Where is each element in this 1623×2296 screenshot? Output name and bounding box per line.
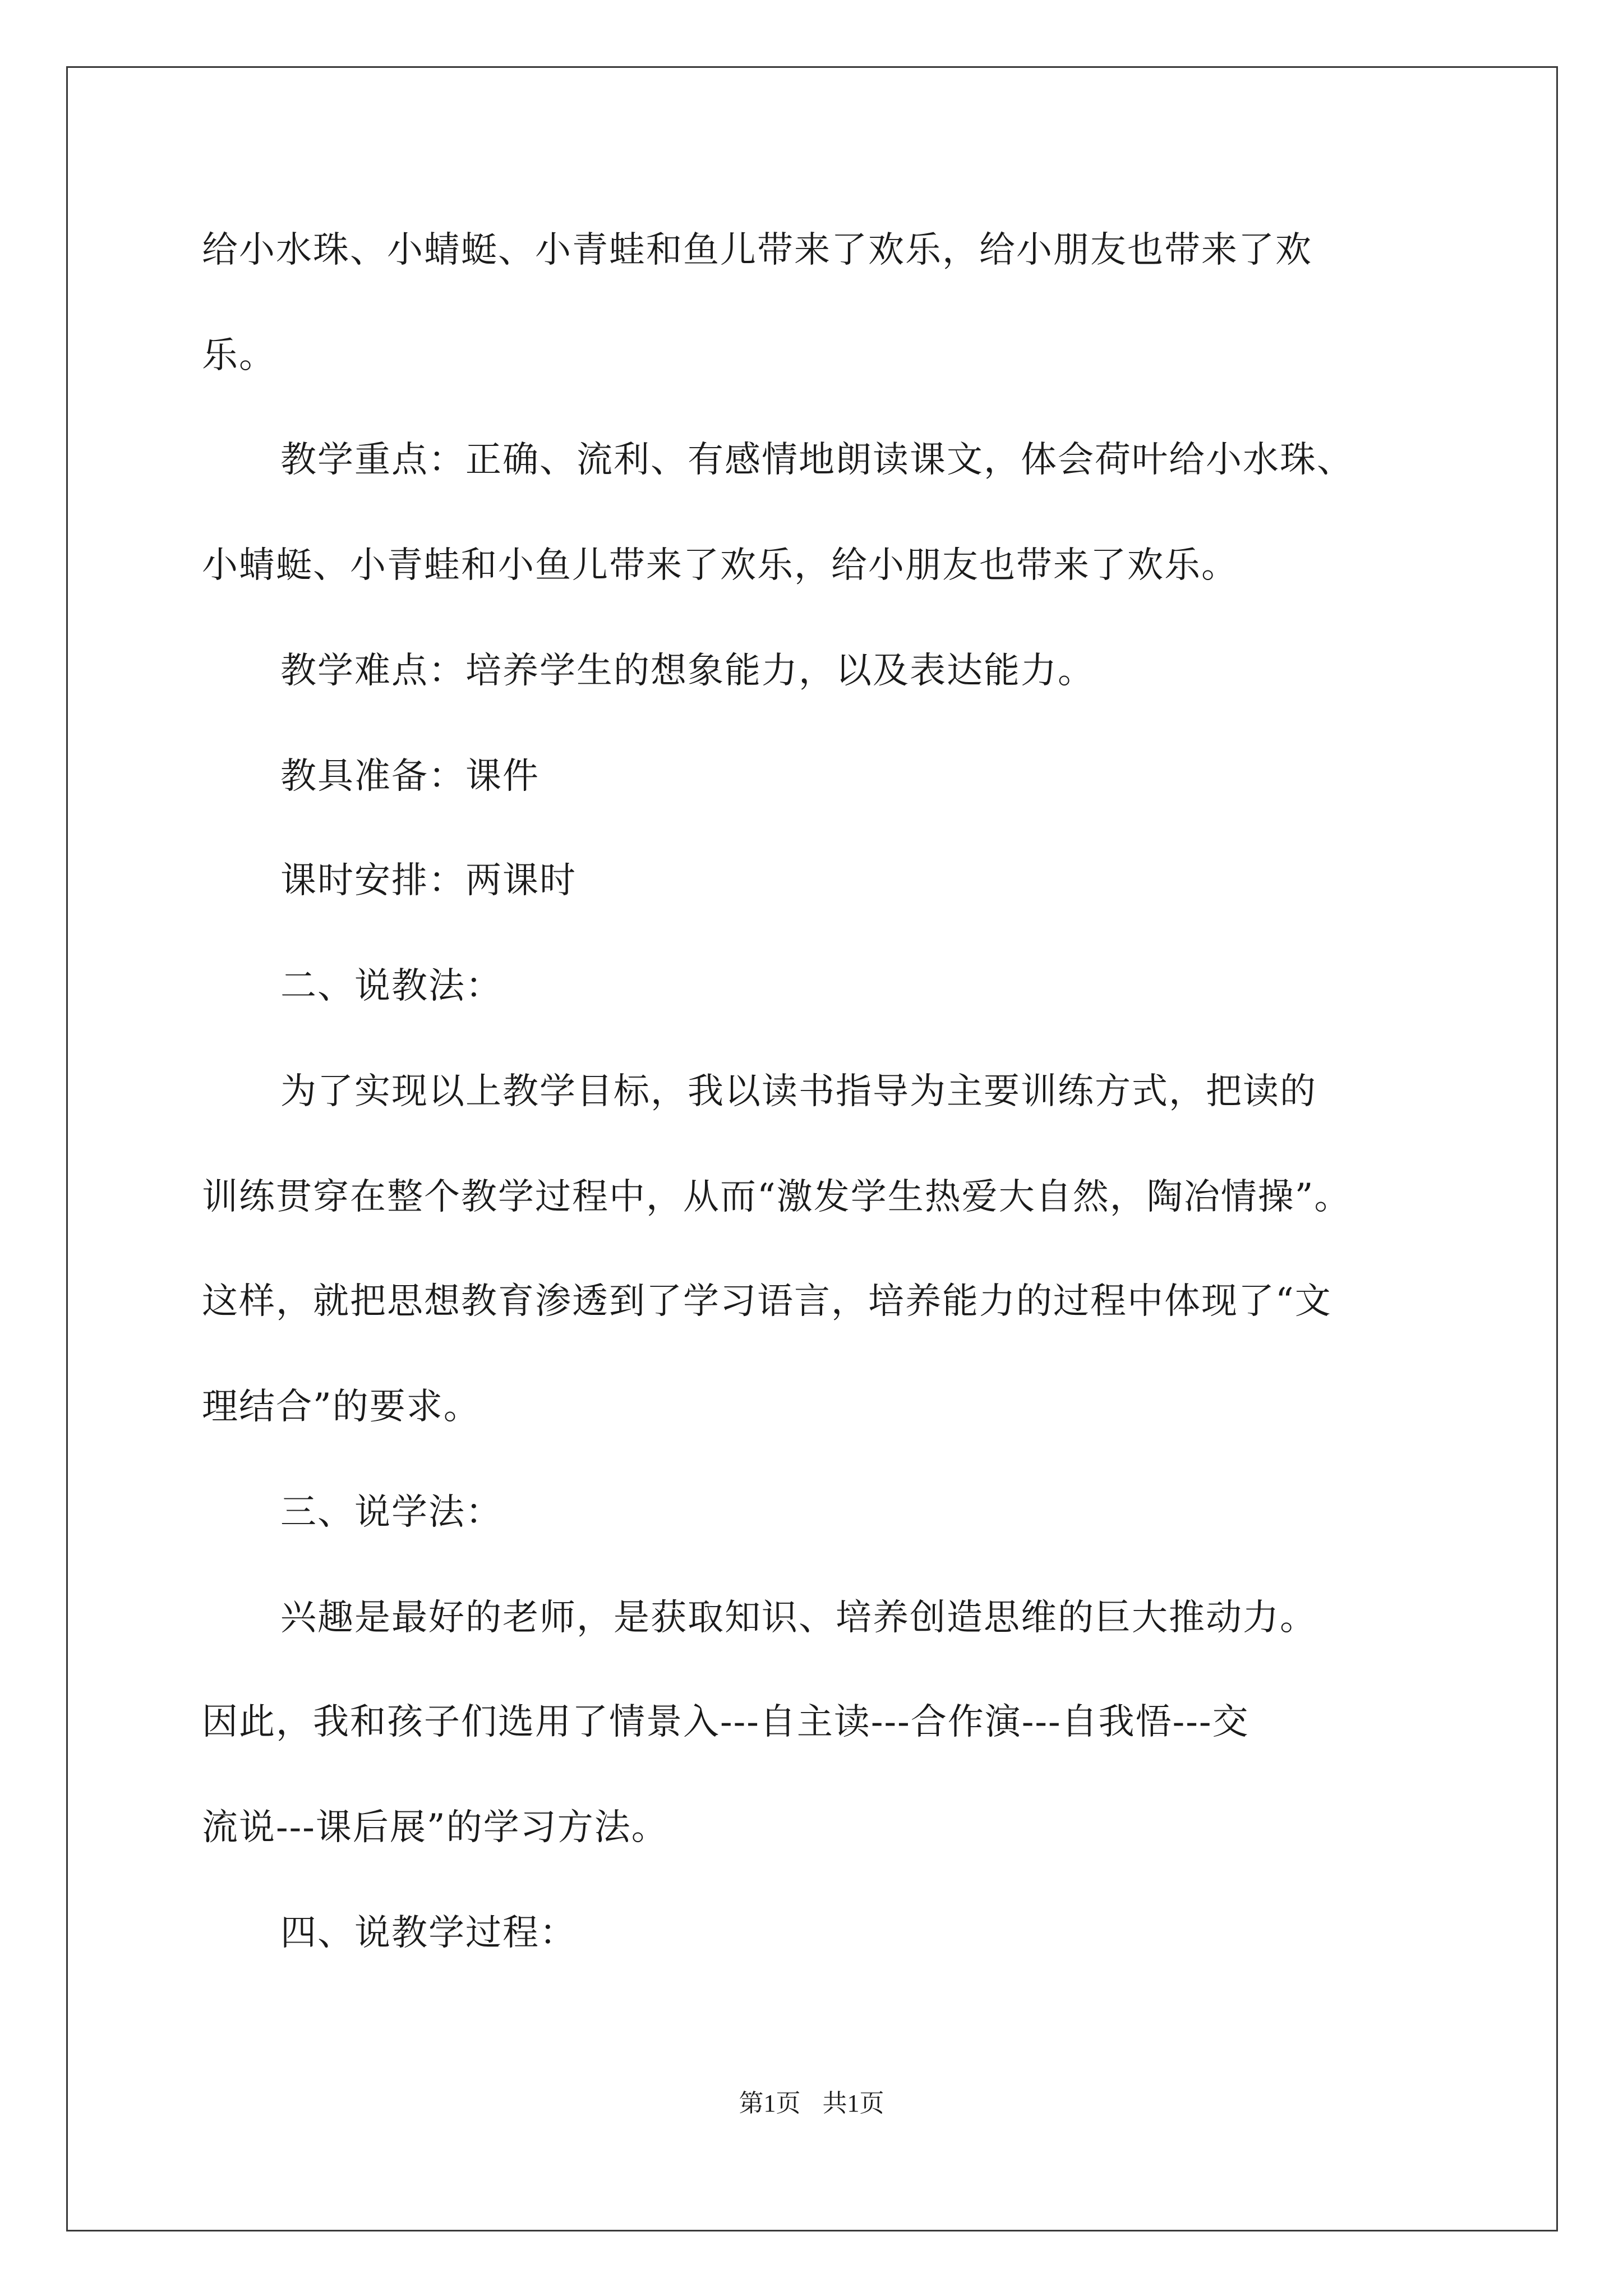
text-line-11: 这样，就把思想教育渗透到了学习语言，培养能力的过程中体现了“文 — [202, 1281, 1332, 1322]
text-line-1: 给小水珠、小蜻蜓、小青蛙和鱼儿带来了欢乐，给小朋友也带来了欢 — [202, 229, 1312, 271]
section-heading-teaching-method: 二、说教法： — [280, 965, 502, 1007]
text-line-4: 小蜻蜓、小青蛙和小鱼儿带来了欢乐，给小朋友也带来了欢乐。 — [202, 545, 1238, 586]
text-line-14: 兴趣是最好的老师，是获取知识、培养创造思维的巨大推动力。 — [280, 1597, 1317, 1639]
page-total: 共1页 — [822, 2090, 884, 2117]
text-line-3: 教学重点：正确、流利、有感情地朗读课文，体会荷叶给小水珠、 — [280, 439, 1354, 481]
text-line-15: 因此，我和孩子们选用了情景入---自主读---合作演---自我悟---交 — [202, 1701, 1249, 1743]
text-line-16: 流说---课后展”的学习方法。 — [202, 1807, 668, 1848]
text-line-12: 理结合”的要求。 — [202, 1386, 481, 1428]
text-line-2: 乐。 — [202, 335, 276, 376]
page-footer — [0, 2087, 1623, 2120]
section-heading-learning-method: 三、说学法： — [280, 1492, 502, 1533]
text-line-6: 教具准备：课件 — [280, 756, 540, 797]
section-heading-teaching-process: 四、说教学过程： — [280, 1912, 577, 1954]
text-line-5: 教学难点：培养学生的想象能力，以及表达能力。 — [280, 650, 1095, 692]
text-line-10: 训练贯穿在整个教学过程中，从而“激发学生热爱大自然，陶冶情操”。 — [202, 1176, 1352, 1218]
text-line-7: 课时安排：两课时 — [280, 860, 577, 901]
text-line-9: 为了实现以上教学目标，我以读书指导为主要训练方式，把读的 — [280, 1071, 1317, 1112]
page-number: 第1页 — [739, 2090, 801, 2117]
